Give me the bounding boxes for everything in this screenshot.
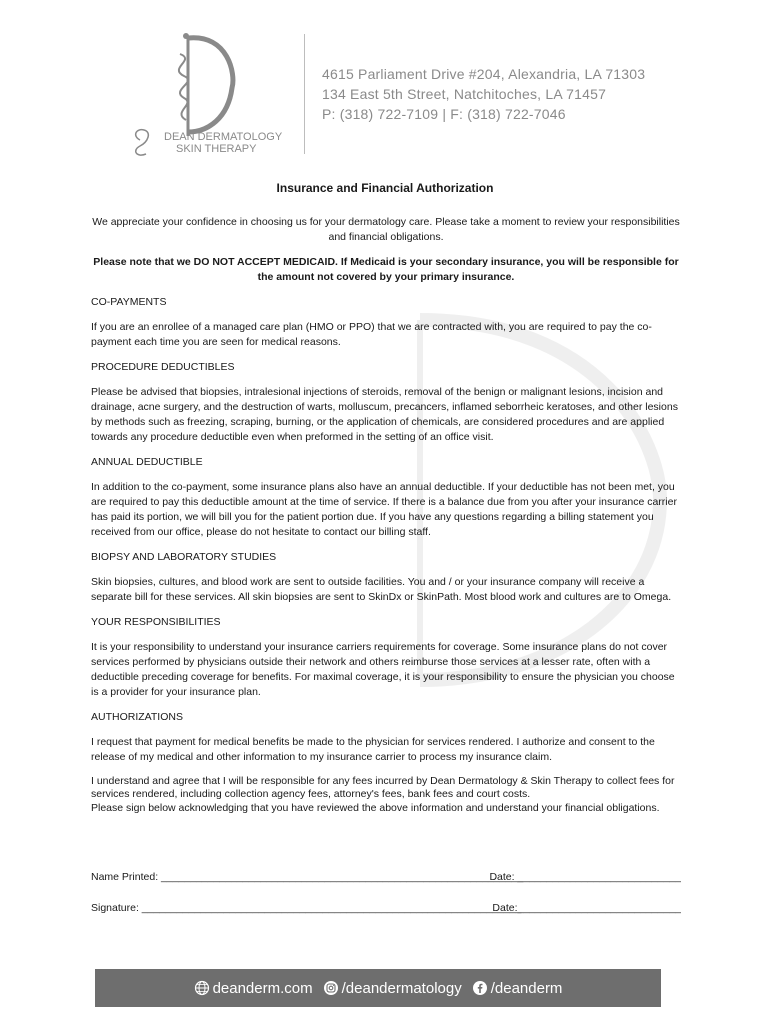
- website-link[interactable]: deanderm.com: [212, 979, 313, 997]
- address-line-alexandria: 4615 Parliament Drive #204, Alexandria, LA 71303: [322, 66, 646, 82]
- letterhead: [0, 0, 770, 170]
- date-field-1[interactable]: Date: ____________________________: [489, 871, 681, 883]
- footer-bar: [95, 969, 661, 1007]
- document-title: Insurance and Financial Authorization: [276, 181, 494, 195]
- footer-facebook[interactable]: [472, 980, 563, 997]
- section-body-authorizations: I request that payment for medical benefits be made to the physician for services rendered. I authorize and consent to the release of my medical and other information to my insurance carrier to process my insurance claim.: [91, 736, 655, 763]
- medicaid-notice: Please note that we DO NOT ACCEPT MEDICAID. If Medicaid is your secondary insurance, you will be responsible for the amount not covered by your primary insurance.: [93, 256, 679, 283]
- svg-text:DEAN DERMATOLOGY: DEAN DERMATOLOGY: [164, 131, 283, 143]
- section-heading-annual-deductible: ANNUAL DEDUCTIBLE: [91, 456, 203, 468]
- section-body-biopsy: Skin biopsies, cultures, and blood work are sent to outside facilities. You and / or your insurance company will receive a separate bill for these services. All skin biopsies are sent to SkinDx or SkinPath. Most blood work and cultures are to Omega.: [91, 576, 672, 603]
- sign-instruction: Please sign below acknowledging that you have reviewed the above information and understand your financial obligations.: [91, 802, 660, 814]
- name-printed-field[interactable]: Name Printed: ______________________________________________________________: [91, 871, 524, 883]
- section-heading-biopsy: BIOPSY AND LABORATORY STUDIES: [91, 551, 277, 563]
- facebook-link[interactable]: /deanderm: [490, 979, 563, 997]
- footer-website[interactable]: [194, 980, 313, 997]
- section-heading-copayments: CO-PAYMENTS: [91, 296, 167, 308]
- document-body: [91, 215, 681, 816]
- dean-dermatology-logo: [128, 24, 288, 162]
- date-field-2[interactable]: Date:____________________________: [492, 902, 681, 914]
- section-heading-authorizations: AUTHORIZATIONS: [91, 711, 183, 723]
- intro-paragraph: We appreciate your confidence in choosing us for your dermatology care. Please take a moment to review your responsibilities and financial obligations.: [92, 216, 680, 243]
- section-body-procedure-deductibles: Please be advised that biopsies, intralesional injections of steroids, removal of the benign or malignant lesions, incision and drainage, acne surgery, and the destruction of warts, molluscum, precancers, inflamed seborrheic keratoses, and other lesions by methods such as freezing, scraping, burning, or the application of chemicals, are considered procedures and are applied towards any procedure deductible even when preformed in the setting of an office visit.: [91, 386, 678, 443]
- instagram-link[interactable]: /deandermatology: [341, 979, 462, 997]
- footer-instagram[interactable]: [323, 980, 462, 997]
- facebook-icon: [472, 980, 488, 996]
- phone-fax-line: P: (318) 722-7109 | F: (318) 722-7046: [322, 106, 566, 122]
- name-printed-row[interactable]: [91, 871, 681, 883]
- globe-icon: [194, 980, 210, 996]
- header-divider: [304, 34, 305, 154]
- section-body-annual-deductible: In addition to the co-payment, some insurance plans also have an annual deductible. If your deductible has not been met, you are required to pay this deductible amount at the time of service. If there is a balance due from you after your insurance carrier has paid its portion, we will bill you for the patient portion due. If you have any questions regarding a billing statement you received from our office, please do not hesitate to contact our billing staff.: [91, 481, 677, 538]
- section-heading-procedure-deductibles: PROCEDURE DEDUCTIBLES: [91, 361, 235, 373]
- practice-address: [322, 64, 645, 124]
- section-body-copayments: If you are an enrollee of a managed care plan (HMO or PPO) that we are contracted with, you are required to pay the co-payment each time you are seen for medical reasons.: [91, 321, 652, 348]
- section-heading-responsibilities: YOUR RESPONSIBILITIES: [91, 616, 221, 628]
- caduceus-d-monogram-icon: [128, 24, 288, 162]
- svg-text:SKIN THERAPY: SKIN THERAPY: [176, 143, 257, 155]
- instagram-icon: [323, 980, 339, 996]
- signature-row[interactable]: [91, 902, 681, 914]
- section-body-responsibilities: It is your responsibility to understand your insurance carriers requirements for coverage. Some insurance plans do not cover services performed by physicians outside their network and others reimburse those services at a lesser rate, often with a deductible preceding coverage for benefits. For maximal coverage, it is your responsibility to ensure the physician you choose is a provider for your insurance plan.: [91, 641, 675, 698]
- address-line-natchitoches: 134 East 5th Street, Natchitoches, LA 71457: [322, 86, 607, 102]
- agreement-paragraph: I understand and agree that I will be responsible for any fees incurred by Dean Dermatology & Skin Therapy to collect fees for services rendered, including collection agency fees, attorney's fees, bank fees and court costs.: [91, 775, 675, 800]
- signature-field[interactable]: Signature: _________________________________________________________________: [91, 902, 522, 914]
